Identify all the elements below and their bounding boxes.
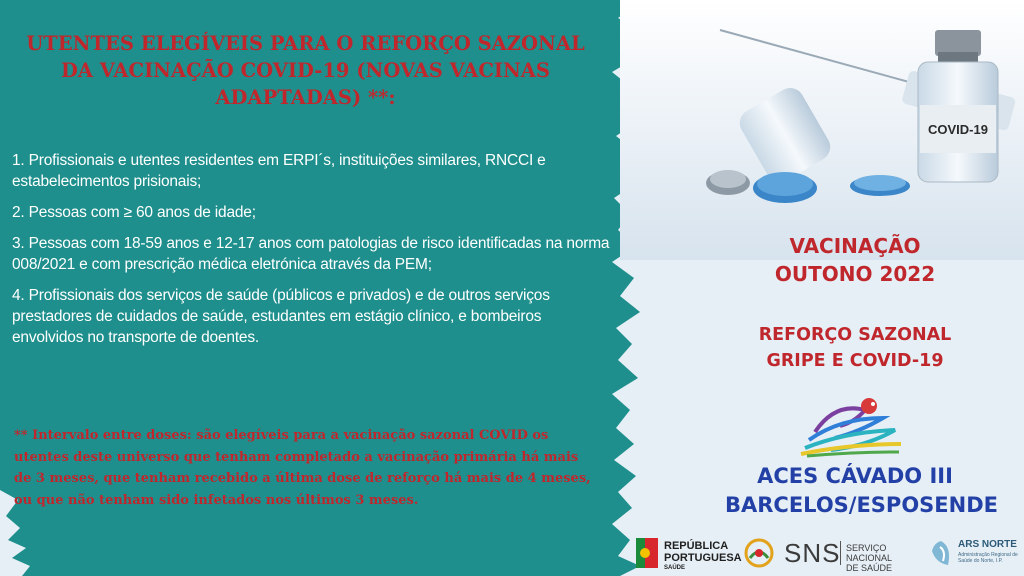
ars-norte-icon — [928, 539, 954, 567]
aces-line-1: ACES CÁVADO III — [757, 464, 953, 488]
ars-norte-title: ARS NORTE — [958, 539, 1017, 550]
list-item: 4. Profissionais dos serviços de saúde (públicos e privados) e de outros serviços prestadores de cuidados de saúde, estudantes em estágio clínico, e bombeiros envolvidos no transporte de doentes. — [12, 287, 550, 346]
booster-line-2: GRIPE E COVID-19 — [766, 351, 944, 371]
aces-bird-logo-icon — [795, 392, 905, 458]
campaign-line-2: OUTONO 2022 — [774, 262, 936, 286]
sns-full-name — [846, 543, 914, 573]
campaign-line-1: VACINAÇÃO — [789, 234, 921, 258]
page-title: UTENTES ELEGÍVEIS PARA O REFORÇO SAZONAL DA VACINAÇÃO COVID-19 (NOVAS VACINAS ADAPTADAS) **: — [26, 32, 585, 109]
dose-interval-note: ** Intervalo entre doses: são elegíveis para a vacinação sazonal COVID os utentes deste universo que tenham completado a vacinação primária há mais de 3 meses, que tenham recebido a última dose de reforço há mais de 4 meses, ou que não tenham sido infetados nos últimos 3 meses. — [14, 428, 591, 508]
footer-logos — [636, 532, 1024, 576]
sns-badge-icon — [744, 538, 774, 568]
rp-line-2: PORTUGUESA — [664, 552, 742, 564]
sns-divider — [840, 541, 841, 565]
rp-line-1: REPÚBLICA — [664, 540, 729, 552]
sns-name-line-1: SERVIÇO NACIONAL — [846, 543, 893, 563]
eligibility-list — [12, 150, 612, 358]
republica-portuguesa-text — [664, 540, 742, 564]
ars-norte-logo — [928, 537, 1024, 571]
aces-heading — [725, 462, 998, 520]
sns-logo — [784, 538, 914, 573]
booster-heading — [745, 322, 965, 374]
campaign-heading — [745, 232, 965, 288]
vial-label: COVID-19 — [928, 122, 988, 137]
booster-line-1: REFORÇO SAZONAL — [758, 325, 952, 345]
list-item: 3. Pessoas com 18-59 anos e 12-17 anos com patologias de risco identificadas na norma 008/2021 e com prescrição médica eletrónica através da PEM; — [12, 235, 610, 273]
list-item: 2. Pessoas com ≥ 60 anos de idade; — [12, 204, 256, 221]
rp-sub-label: SAÚDE — [664, 565, 686, 571]
aces-line-2: BARCELOS/ESPOSENDE — [725, 493, 998, 517]
portugal-flag-icon — [636, 538, 658, 568]
list-item: 1. Profissionais e utentes residentes em ERPI´s, instituições similares, RNCCI e estabelecimentos prisionais; — [12, 152, 546, 190]
ars-norte-subtitle: Administração Regional de Saúde do Norte, I.P. — [958, 552, 1018, 564]
sns-name-line-2: DE SAÚDE — [846, 563, 893, 573]
sns-acronym: SNS — [784, 538, 841, 568]
